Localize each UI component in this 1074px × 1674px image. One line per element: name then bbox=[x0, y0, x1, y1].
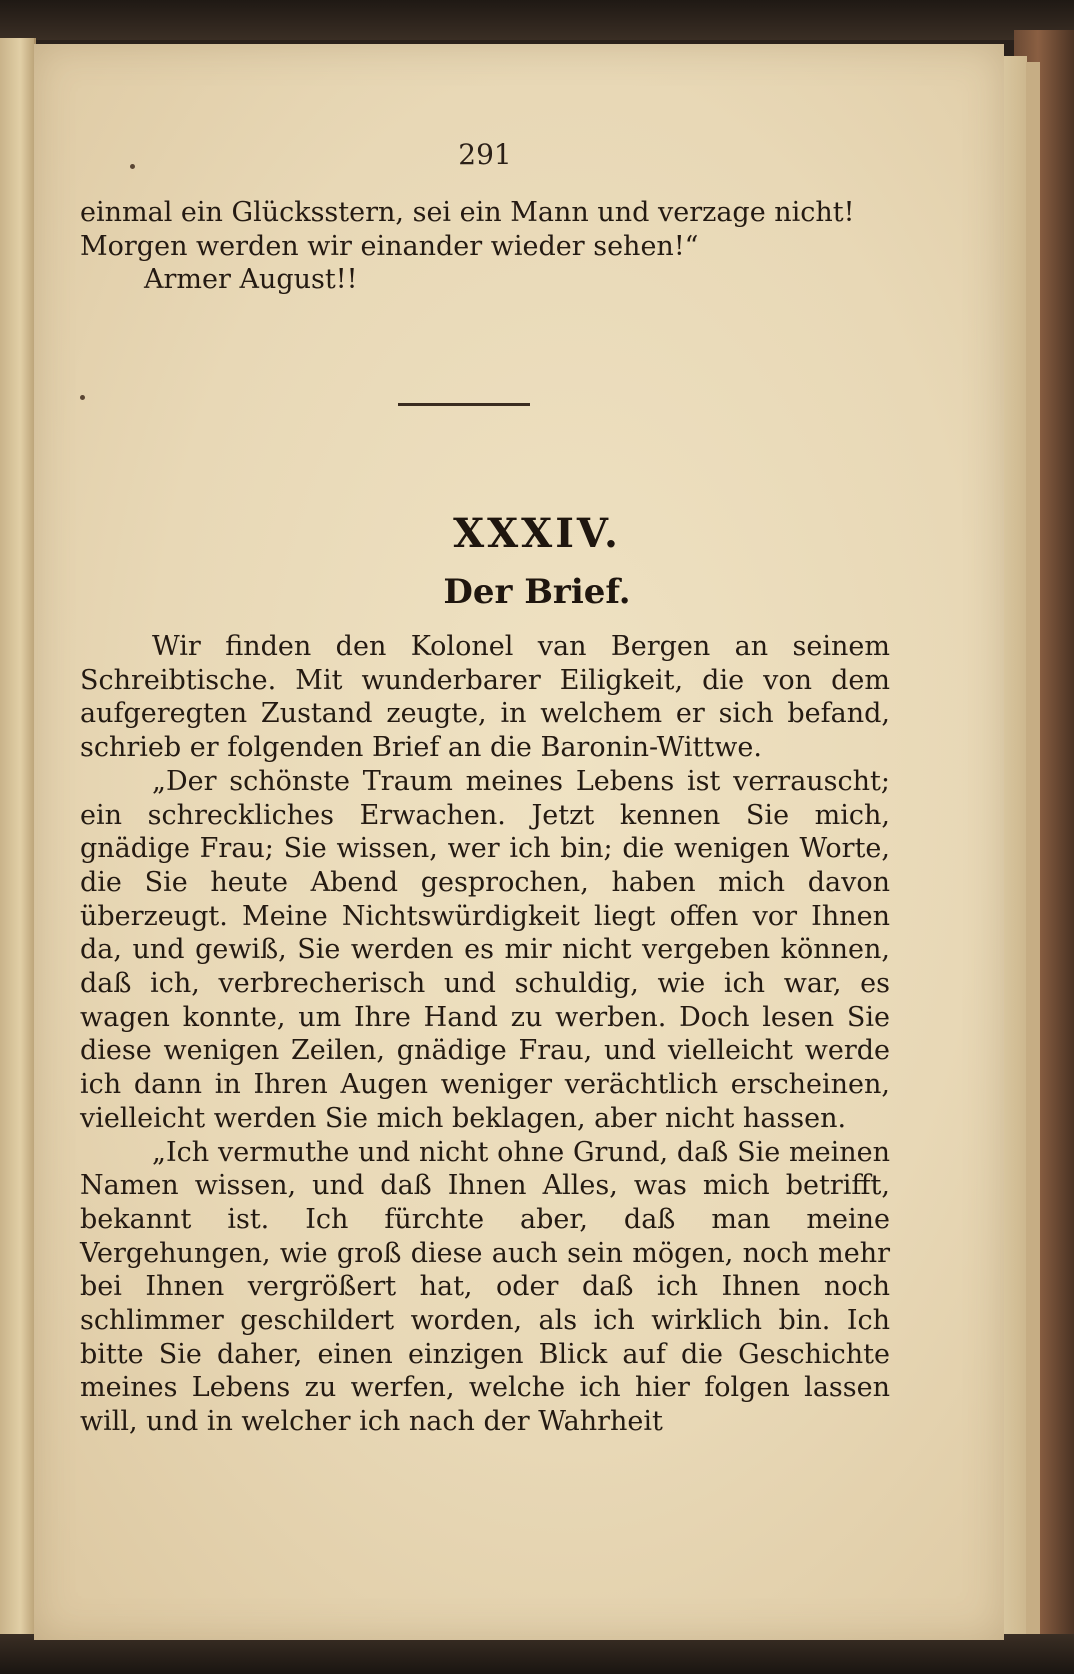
ink-speck bbox=[130, 164, 135, 169]
text-line: einmal ein Glücksstern, sei ein Mann und verzage nicht! bbox=[80, 197, 855, 228]
page-stack-right bbox=[1000, 56, 1027, 1646]
page-stack-left bbox=[0, 38, 36, 1638]
text-line: Morgen werden wir einander wieder sehen!“ bbox=[80, 230, 699, 262]
binding-top bbox=[0, 0, 1074, 40]
section-separator bbox=[398, 403, 530, 406]
chapter-number: XXXIV. bbox=[453, 510, 621, 557]
continued-text bbox=[80, 196, 890, 297]
page-stack-right-inner bbox=[1026, 62, 1040, 1640]
paragraph: Wir finden den Kolonel van Bergen an seinem Schreibtische. Mit wunderbarer Eiligkeit, die von dem aufgeregten Zustand zeugte, in welchem er sich befand, schrieb er folgenden Brief an die Baronin-Wittwe. bbox=[80, 631, 890, 764]
text-line: Armer August!! bbox=[144, 264, 358, 296]
chapter-body bbox=[80, 630, 890, 1439]
paragraph: „Ich vermuthe und nicht ohne Grund, daß Sie meinen Namen wissen, und daß Ihnen Alles, was mich betrifft, bekannt ist. Ich fürchte aber, daß man meine Vergehungen, wie groß diese auch sein mögen, noch mehr bei Ihnen vergrößert hat, oder daß ich Ihnen noch schlimmer geschildert worden, als ich wirklich bin. Ich bitte Sie daher, einen einzigen Blick auf die Geschichte meines Lebens zu werfen, welche ich hier folgen lassen will, und in welcher ich nach der Wahrheit bbox=[80, 1136, 890, 1438]
paragraph: „Der schönste Traum meines Lebens ist verrauscht; ein schreckliches Erwachen. Jetzt kennen Sie mich, gnädige Frau; Sie wissen, wer ich bin; die wenigen Worte, die Sie heute Abend gesprochen, haben mich davon überzeugt. Meine Nichtswürdigkeit liegt offen vor Ihnen da, und gewiß, Sie werden es mir nicht vergeben können, daß ich, verbrecherisch und schuldig, wie ich war, es wagen konnte, um Ihre Hand zu werben. Doch lesen Sie diese wenigen Zeilen, gnädige Frau, und vielleicht werde ich dann in Ihren Augen weniger verächtlich erscheinen, vielleicht werden Sie mich beklagen, aber nicht hassen. bbox=[80, 765, 890, 1134]
ink-speck bbox=[80, 395, 85, 400]
chapter-title: Der Brief. bbox=[443, 572, 631, 612]
binding-bottom bbox=[0, 1634, 1074, 1674]
page-number: 291 bbox=[458, 138, 512, 171]
